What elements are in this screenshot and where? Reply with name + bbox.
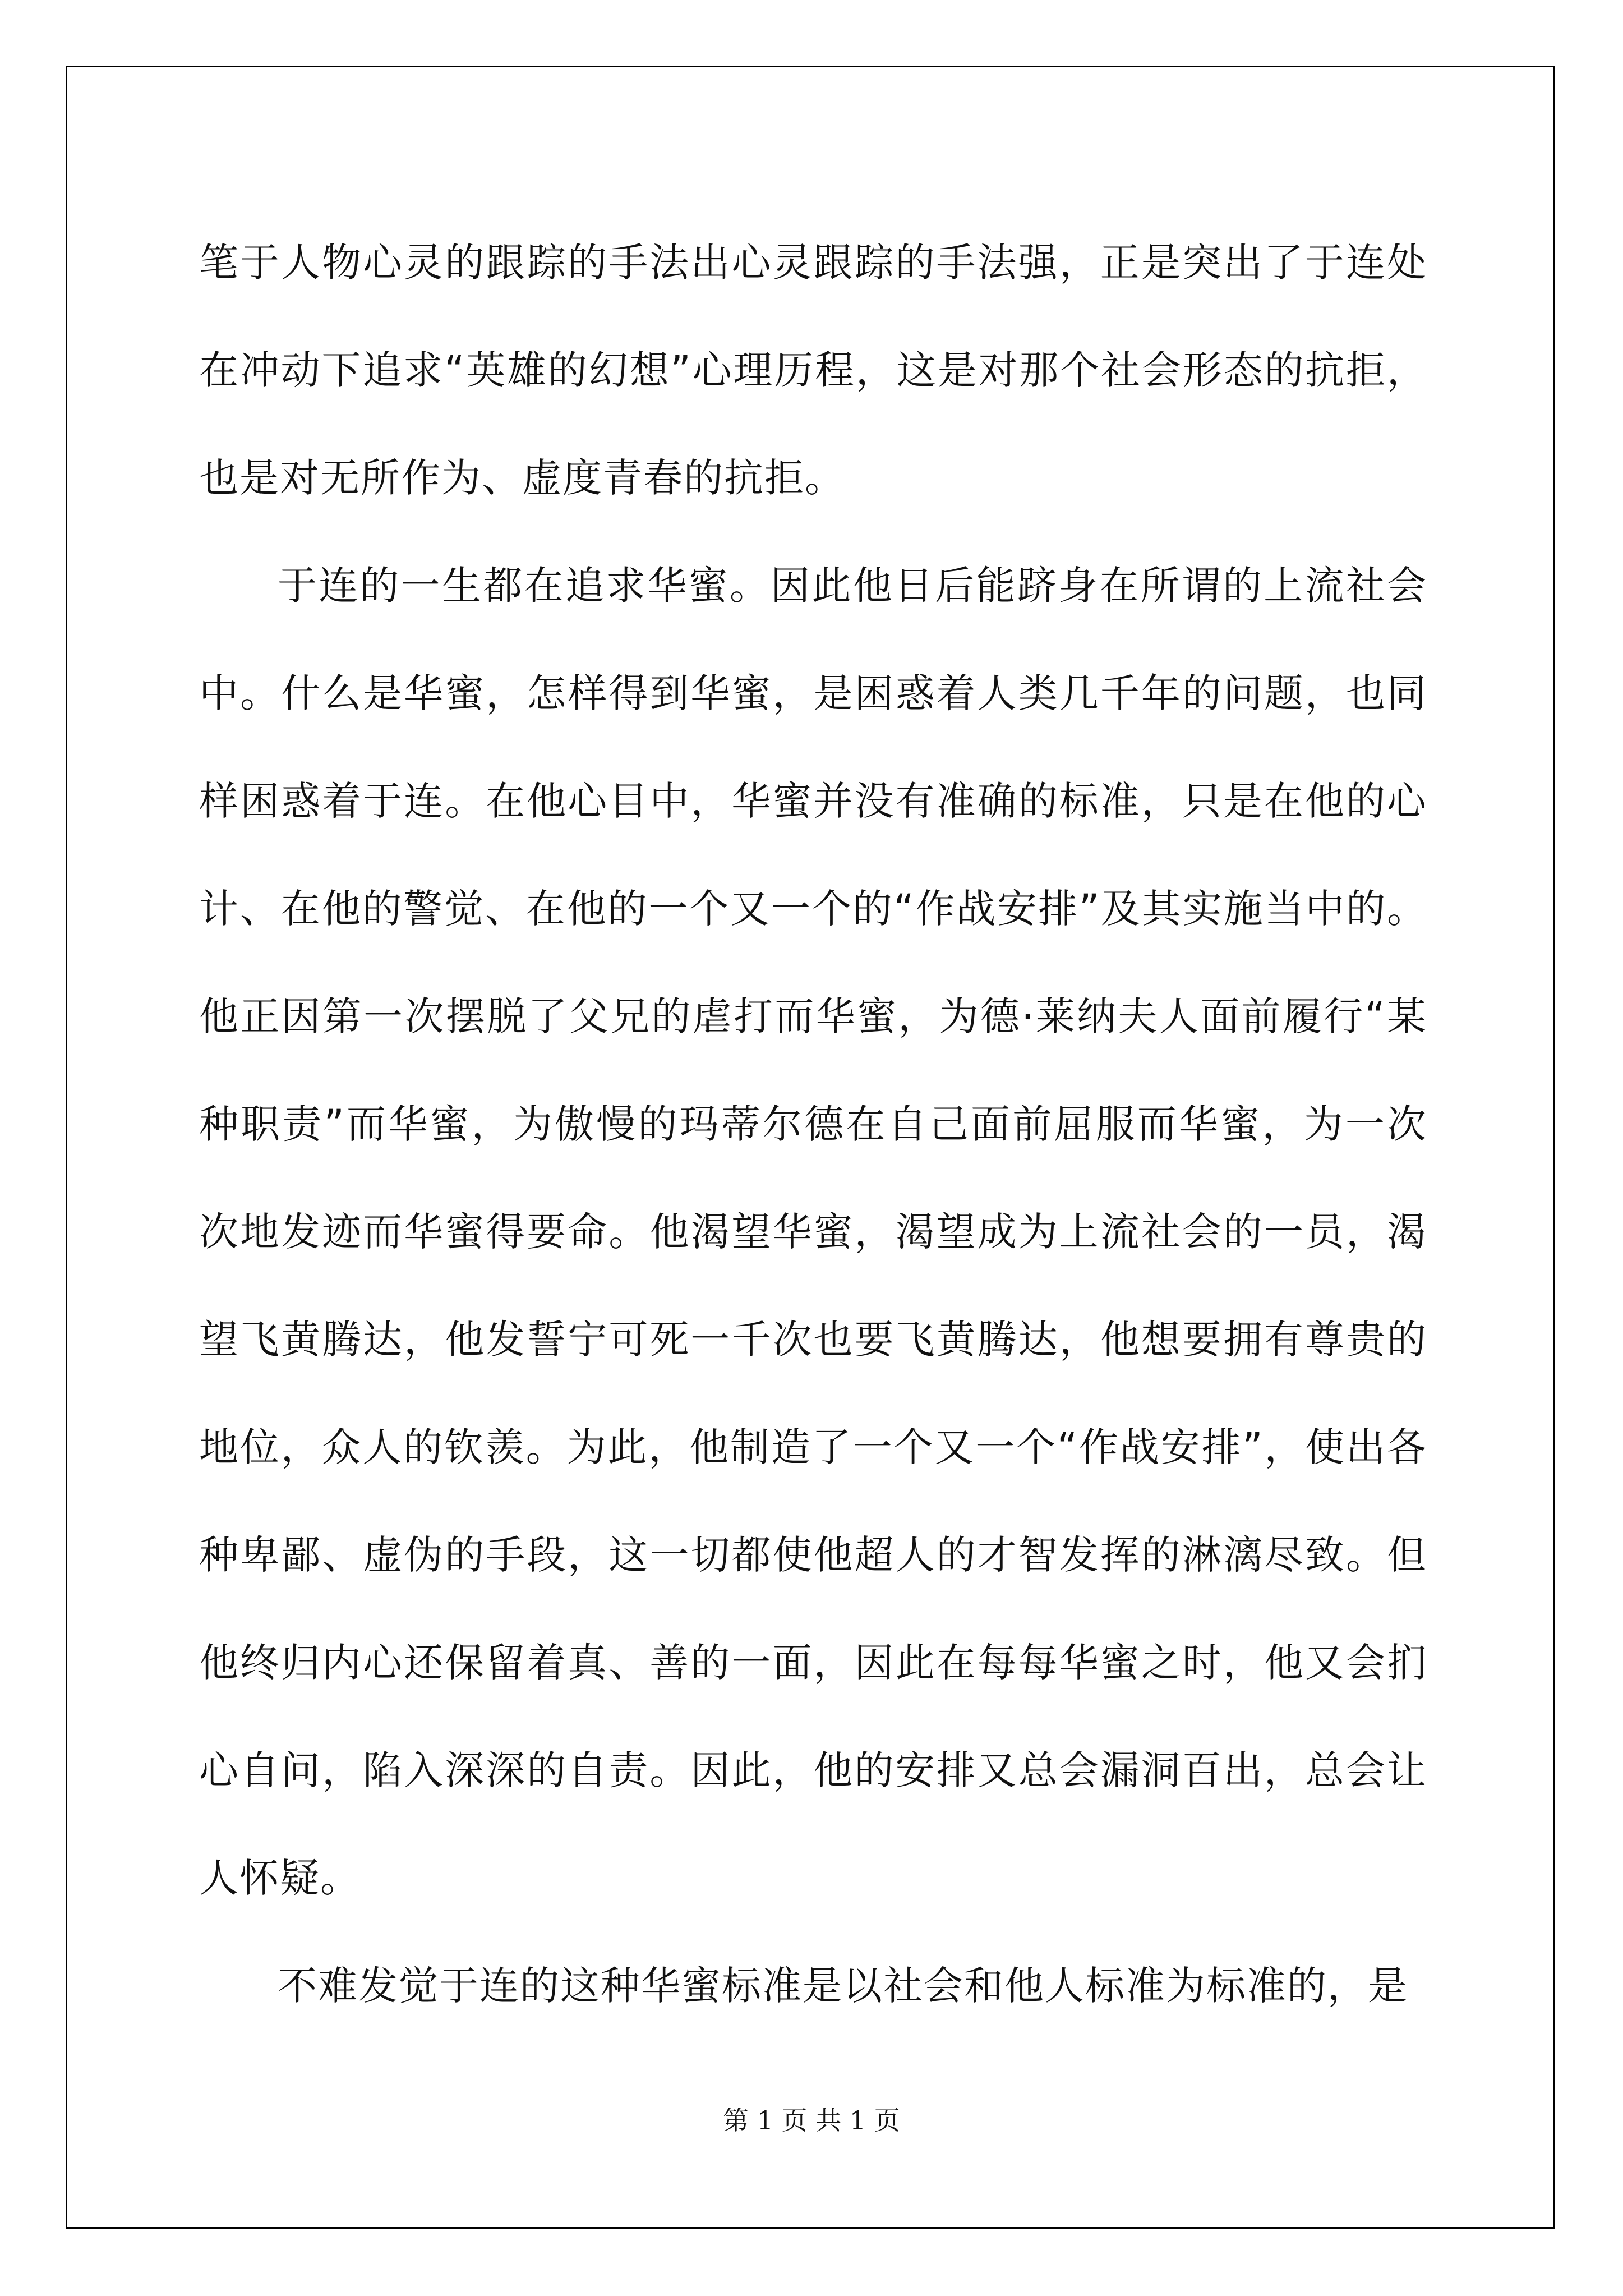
document-body xyxy=(199,209,1427,2040)
paragraph-3: 不难发觉于连的这种华蜜标准是以社会和他人标准为标准的，是 xyxy=(278,1963,1408,2009)
page-number-footer: 第 1 页 共 1 页 xyxy=(723,2105,900,2136)
paragraph-1: 笔于人物心灵的跟踪的手法出心灵跟踪的手法强，正是突出了于连处在冲动下追求“英雄的幻想”心理历程，这是对那个社会形态的抗拒，也是对无所作为、虚度青春的抗拒。 xyxy=(199,240,1427,501)
paragraph-2: 于连的一生都在追求华蜜。因此他日后能跻身在所谓的上流社会中。什么是华蜜，怎样得到华蜜，是困惑着人类几千年的问题，也同样困惑着于连。在他心目中，华蜜并没有准确的标准，只是在他的心计、在他的警觉、在他的一个又一个的“作战安排”及其实施当中的。他正因第一次摆脱了父兄的虐打而华蜜，为德·莱纳夫人面前履行“某种职责”而华蜜，为傲慢的玛蒂尔德在自己面前屈服而华蜜，为一次次地发迹而华蜜得要命。他渴望华蜜，渴望成为上流社会的一员，渴望飞黄腾达，他发誓宁可死一千次也要飞黄腾达，他想要拥有尊贵的地位，众人的钦羡。为此，他制造了一个又一个“作战安排”，使出各种卑鄙、虚伪的手段，这一切都使他超人的才智发挥的淋漓尽致。但他终归内心还保留着真、善的一面，因此在每每华蜜之时，他又会扪心自问，陷入深深的自责。因此，他的安排又总会漏洞百出，总会让人怀疑。 xyxy=(199,563,1427,1901)
